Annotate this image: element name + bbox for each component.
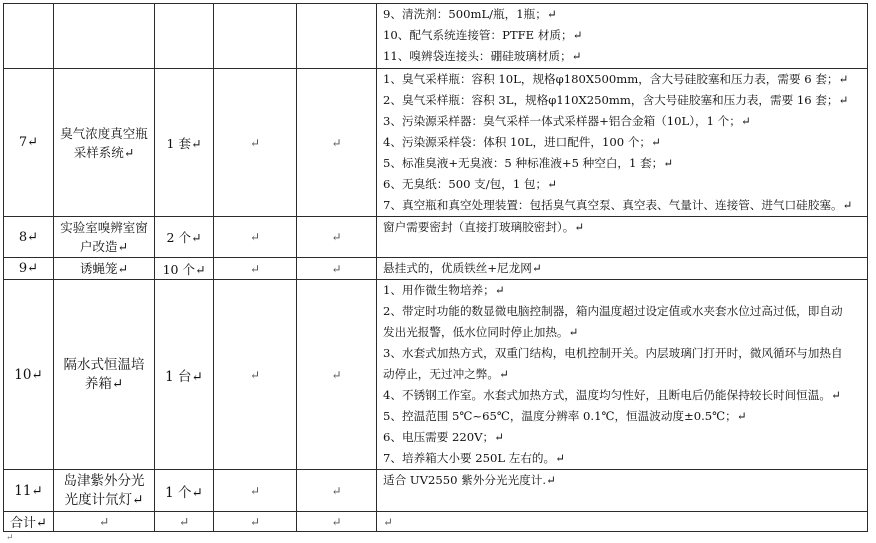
table-row: [4, 4, 868, 69]
cell-spec: [377, 4, 868, 69]
cell-number: 10↵: [4, 280, 54, 470]
spec-line: 5、控温范围 5℃~65℃，温度分辨率 0.1℃，恒温波动度±0.5℃；↵: [383, 409, 747, 423]
table-row: [4, 280, 868, 470]
spec-line: 4、不锈钢工作室。水套式加热方式，温度均匀性好，且断电后仍能保持较长时间恒温。↵: [383, 388, 841, 402]
cell-number: [4, 4, 54, 69]
cell-col4: ↵: [214, 512, 297, 532]
name-line: 臭气浓度真空瓶: [60, 125, 148, 141]
cell-col5: ↵: [297, 280, 377, 470]
table-row: [4, 258, 868, 280]
name-line: 户改造↵: [80, 239, 128, 254]
cell-name: [54, 4, 155, 69]
spec-line: 10、配气系统连接管：PTFE 材质；↵: [383, 28, 583, 42]
cell-col4: ↵: [214, 470, 297, 512]
cell-spec: [377, 512, 868, 532]
cell-spec: [377, 69, 868, 217]
cell-col5: [297, 4, 377, 69]
table-row: [4, 217, 868, 258]
cell-spec: [377, 470, 868, 512]
table-row-total: [4, 512, 868, 532]
table-row: [4, 69, 868, 217]
paragraph-mark: ↵: [6, 533, 14, 543]
cell-name: [54, 217, 155, 258]
spec-line: 动停止，无过冲之弊。↵: [383, 367, 509, 381]
cell-spec: [377, 217, 868, 258]
name-line: 养箱↵: [84, 375, 124, 392]
cell-col4: ↵: [214, 217, 297, 258]
cell-spec: [377, 280, 868, 470]
cell-total-label: 合计↵: [4, 512, 54, 532]
spec-line: 发出光报警，低水位同时停止加热。↵: [383, 325, 579, 339]
cell-col5: ↵: [297, 258, 377, 280]
name-line: 光度计氘灯↵: [64, 491, 144, 508]
cell-number: 8↵: [4, 217, 54, 258]
spec-line: 2、臭气采样瓶：容积 3L，规格φ110X250mm，含大号硅胶塞和压力表，需要 16 套；↵: [383, 93, 849, 107]
spec-line: 6、电压需要 220V；↵: [383, 430, 504, 444]
spec-line: 7、真空瓶和真空处理装置：包括臭气真空泵、真空表、气量计、连接管、进气口硅胶塞。↵: [383, 198, 853, 212]
cell-number: 11↵: [4, 470, 54, 512]
cell-name: [54, 512, 155, 532]
cell-col4: ↵: [214, 69, 297, 217]
cell-col5: ↵: [297, 69, 377, 217]
spec-line: 5、标准臭液+无臭液：5 种标准液+5 种空白，1 套；↵: [383, 156, 673, 170]
cell-name: [54, 470, 155, 512]
table-row: [4, 470, 868, 512]
spec-line: 适合 UV2550 紫外分光光度计.↵: [383, 473, 556, 487]
cell-quantity: [155, 4, 214, 69]
cell-quantity: 10 个↵: [155, 258, 214, 280]
cell-col4: [214, 4, 297, 69]
spec-line: 2、带定时功能的数显微电脑控制器，箱内温度超过设定值或水夹套水位过高过低，即自动: [383, 304, 843, 318]
cell-quantity: 1 套↵: [155, 69, 214, 217]
spec-line: 7、培养箱大小要 250L 左右的。↵: [383, 451, 565, 465]
cell-col5: ↵: [297, 512, 377, 532]
cell-spec: [377, 258, 868, 280]
cell-col5: ↵: [297, 470, 377, 512]
cell-name: [54, 69, 155, 217]
spec-line: 窗户需要密封（直接打玻璃胶密封）。↵: [383, 220, 585, 234]
spec-line: 9、清洗剂：500mL/瓶，1瓶；↵: [383, 7, 557, 21]
spec-line: 1、臭气采样瓶：容积 10L，规格φ180X500mm，含大号硅胶塞和压力表，需要 6 套；↵: [383, 72, 849, 86]
procurement-table: [3, 3, 868, 532]
cell-quantity: 2 个↵: [155, 217, 214, 258]
cell-col4: ↵: [214, 280, 297, 470]
spec-line: 悬挂式的，优质铁丝+尼龙网↵: [383, 261, 542, 275]
cell-quantity: 1 台↵: [155, 280, 214, 470]
spec-line: 1、用作微生物培养；↵: [383, 283, 505, 297]
spec-line: 3、污染源采样器：臭气采样一体式采样器+铝合金箱（10L），1 个；↵: [383, 114, 751, 128]
spec-line: ↵: [383, 514, 393, 529]
cell-number: 9↵: [4, 258, 54, 280]
cell-name: [54, 280, 155, 470]
cell-quantity: 1 个↵: [155, 470, 214, 512]
spec-line: 6、无臭纸：500 支/包，1 包；↵: [383, 177, 557, 191]
spec-line: 3、水套式加热方式，双重门结构，电机控制开关。内层玻璃门打开时，微风循环与加热自: [383, 346, 843, 360]
name-line: 岛津紫外分光: [63, 472, 145, 489]
spec-line: 4、污染源采样袋：体积 10L，进口配件，100 个；↵: [383, 135, 661, 149]
cell-number: 7↵: [4, 69, 54, 217]
spec-line: 11、嗅辨袋连接头：硼硅玻璃材质；↵: [383, 49, 582, 63]
name-line: 实验室嗅辨室窗: [60, 220, 148, 235]
cell-col5: ↵: [297, 217, 377, 258]
name-line: ↵: [98, 514, 110, 529]
name-line: 采样系统↵: [73, 144, 135, 160]
cell-name: [54, 258, 155, 280]
name-line: 隔水式恒温培: [63, 356, 145, 373]
name-line: 诱蝇笼↵: [80, 261, 128, 276]
cell-col4: ↵: [214, 258, 297, 280]
cell-quantity: ↵: [155, 512, 214, 532]
